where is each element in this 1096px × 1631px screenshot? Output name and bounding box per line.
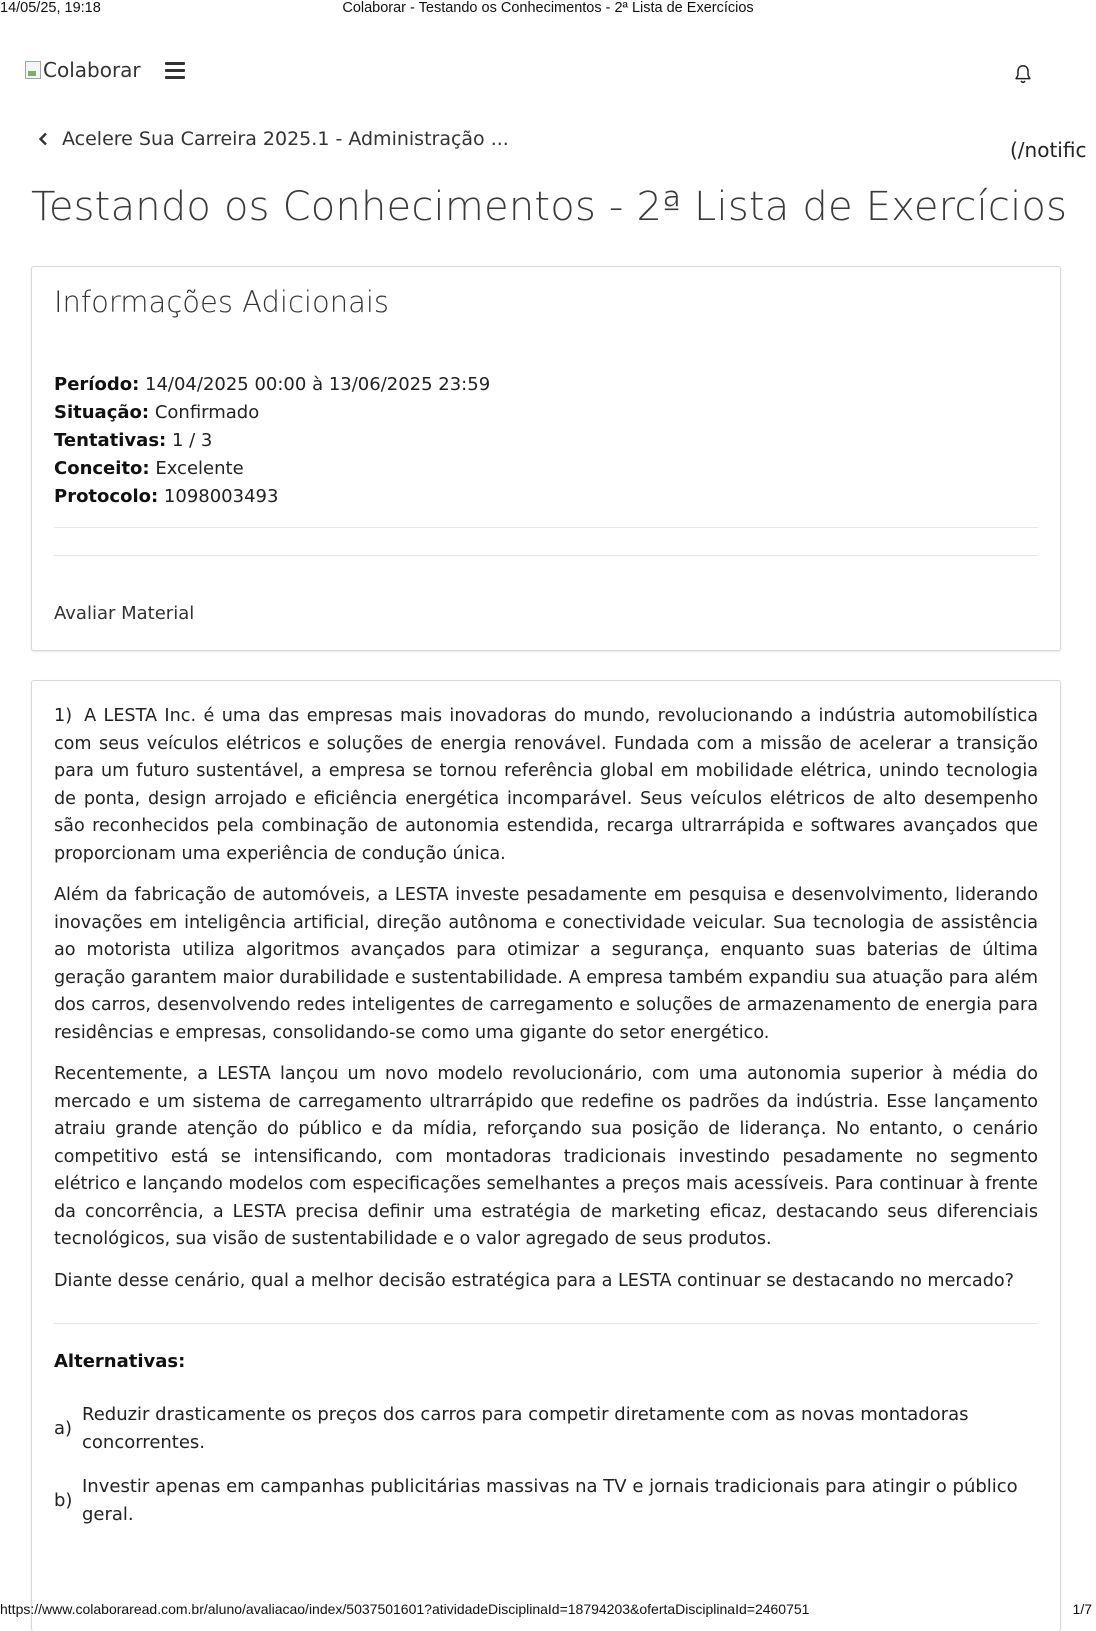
info-value: 1 / 3 [171,430,213,451]
info-label: Tentativas: [54,430,167,451]
alternative-letter: a) [54,1418,73,1439]
notifications-link[interactable]: (/notific [1010,138,1087,162]
logo[interactable] [25,58,141,82]
question-number: 1) [54,706,73,726]
info-row-situacao [54,399,490,427]
top-navbar [25,54,1055,98]
divider [54,527,1038,528]
breadcrumb-label: Acelere Sua Carreira 2025.1 - Administração ... [62,128,509,150]
alternative-text: Investir apenas em campanhas publicitárias massivas na TV e jornais tradicionais para atingir o público geral. [82,1476,1018,1525]
alternative-a[interactable] [54,1401,1044,1459]
print-footer [0,1601,1096,1623]
info-row-periodo [54,371,490,399]
info-row-conceito [54,455,490,483]
info-row-tentativas [54,427,490,455]
info-card [31,266,1061,651]
alternative-letter: b) [54,1490,73,1511]
logo-alt-text: Colaborar [43,58,141,82]
bell-icon[interactable] [1012,62,1034,86]
question-body [54,703,1038,1309]
alternatives-heading: Alternativas: [54,1351,186,1372]
info-label: Conceito: [54,458,150,479]
page-title: Testando os Conhecimentos - 2ª Lista de Exercícios [31,184,1068,230]
info-label: Protocolo: [54,486,159,507]
info-list [54,371,490,511]
alternative-text: Reduzir drasticamente os preços dos carros para competir diretamente com as novas montadoras concorrentes. [82,1404,969,1453]
info-value: Confirmado [154,402,260,423]
info-value: 1098003493 [163,486,279,507]
chevron-left-icon [38,132,48,146]
broken-image-icon [25,61,41,79]
rate-material-link[interactable]: Avaliar Material [54,603,195,624]
info-value: 14/04/2025 00:00 à 13/06/2025 23:59 [145,374,491,395]
breadcrumb[interactable] [38,128,509,150]
info-label: Período: [54,374,140,395]
question-prompt: Diante desse cenário, qual a melhor decisão estratégica para a LESTA continuar se destacando no mercado? [54,1270,1014,1291]
question-text: A LESTA Inc. é uma das empresas mais inovadoras do mundo, revolucionando a indústria automobilística com seus veículos elétricos e soluções de energia renovável. Fundada com a missão de acelerar a transição para um futuro sustentável, a empresa se tornou referência global em mobilidade elétrica, unindo tecnologia de ponta, design arrojado e eficiência energética incomparável. Seus veículos elétricos de alto desempenho são reconhecidos pela combinação de autonomia estendida, recarga ultrarrápida e softwares avançados que proporcionam uma experiência de condução única. [54,706,1038,864]
question-paragraph: Além da fabricação de automóveis, a LESTA investe pesadamente em pesquisa e desenvolvimento, liderando inovações em inteligência artificial, direção autônoma e conectividade veicular. Sua tecnologia de assistência ao motorista utiliza algoritmos avançados para otimizar a segurança, enquanto suas baterias de última geração garantem maior durabilidade e sustentabilidade. A empresa também expandiu sua atuação para além dos carros, desenvolvendo redes inteligentes de carregamento e soluções de armazenamento de energia para residências e empresas, consolidando-se como uma gigante do setor energético. [54,885,1038,1043]
alternative-b[interactable] [54,1473,1044,1531]
divider [54,1323,1038,1324]
menu-icon[interactable] [165,62,185,80]
info-label: Situação: [54,402,150,423]
print-page-number: 1/7 [1072,1601,1092,1617]
info-title: Informações Adicionais [54,285,390,319]
question-paragraph [54,703,1038,868]
info-value: Excelente [155,458,244,479]
divider [54,555,1038,556]
print-datetime: 14/05/25, 19:18 [0,0,101,16]
print-header [0,0,1096,20]
print-url: https://www.colaboraread.com.br/aluno/avaliacao/index/5037501601?atividadeDisciplinaId=18794203&ofertaDisciplinaId=2460751 [0,1601,810,1617]
question-paragraph: Recentemente, a LESTA lançou um novo modelo revolucionário, com uma autonomia superior à média do mercado e um sistema de carregamento ultrarrápido que redefine os padrões da indústria. Esse lançamento atraiu grande atenção do público e da mídia, reforçando sua posição de liderança. No entanto, o cenário competitivo está se intensificando, com montadoras tradicionais investindo pesadamente no segmento elétrico e lançando modelos com especificações semelhantes a preços mais acessíveis. Para continuar à frente da concorrência, a LESTA precisa definir uma estratégia de marketing eficaz, destacando seus diferenciais tecnológicos, sua visão de sustentabilidade e o valor agregado de seus produtos. [54,1064,1038,1249]
question-card [31,680,1061,1631]
print-page-title: Colaborar - Testando os Conhecimentos - 2ª Lista de Exercícios [342,0,754,16]
info-row-protocolo [54,483,490,511]
